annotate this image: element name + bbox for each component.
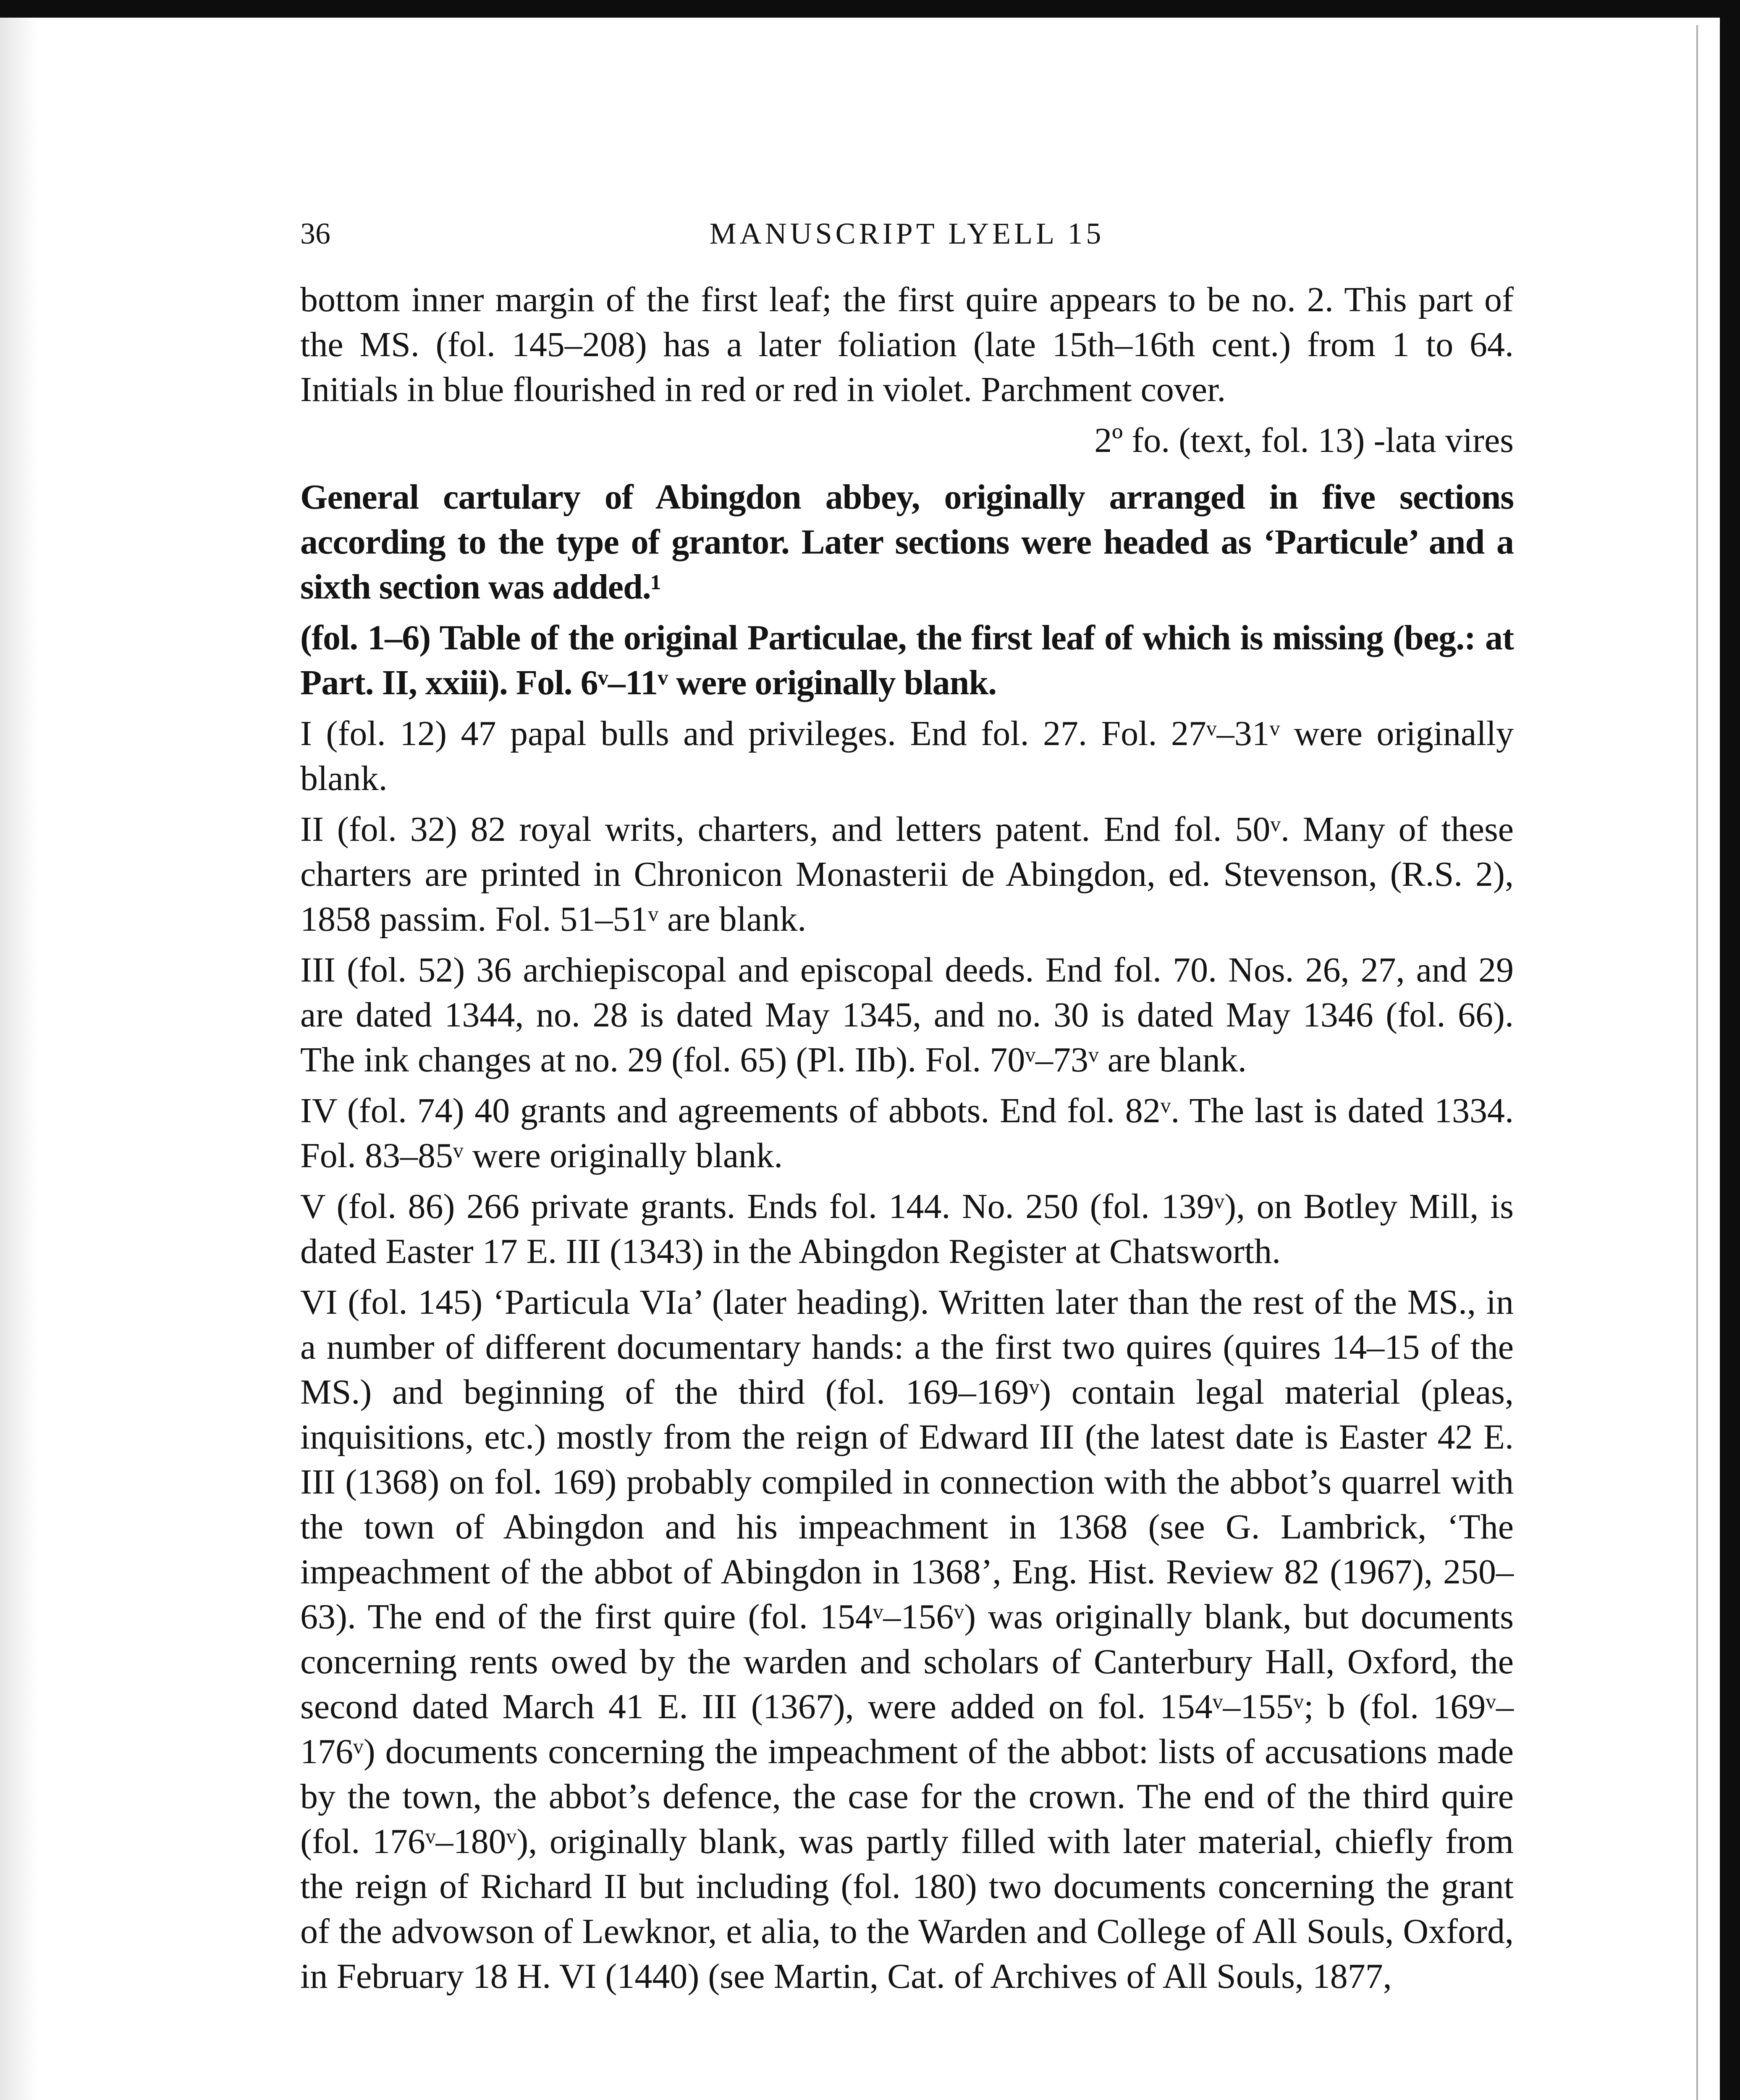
scan-right-edge xyxy=(1720,0,1740,2100)
page-number: 36 xyxy=(300,217,330,250)
section-5: V (fol. 86) 266 private grants. Ends fol. 144. No. 250 (fol. 139ᵛ), on Botley Mill, is dated Easter 17 E. III (1343) in the Abingdon Register at Chatsworth. xyxy=(300,1187,1514,1271)
section-1: I (fol. 12) 47 papal bulls and privileges. End fol. 27. Fol. 27ᵛ–31ᵛ were originally blank. xyxy=(300,714,1514,798)
scan-margin-rule xyxy=(1696,25,1698,2100)
section-3: III (fol. 52) 36 archiepiscopal and episcopal deeds. End fol. 70. Nos. 26, 27, and 29 are dated 1344, no. 28 is dated May 1345, and no. 30 is dated May 1346 (fol. 66). The ink changes at no. 29 (fol. 65) (Pl. IIb). Fol. 70ᵛ–73ᵛ are blank. xyxy=(300,950,1514,1079)
running-title: MANUSCRIPT LYELL 15 xyxy=(709,217,1105,250)
table-entry: (fol. 1–6) Table of the original Particulae, the first leaf of which is missing (beg.: at Part. II, xxiii). Fol. 6ᵛ–11ᵛ were originally blank. xyxy=(300,618,1514,702)
section-4: IV (fol. 74) 40 grants and agreements of abbots. End fol. 82ᵛ. The last is dated 1334. Fol. 83–85ᵛ were originally blank. xyxy=(300,1091,1514,1175)
body-text xyxy=(300,277,1514,2005)
intro-paragraph: bottom inner margin of the first leaf; the first quire appears to be no. 2. This part of the MS. (fol. 145–208) has a later foliation (late 15th–16th cent.) from 1 to 64. Initials in blue flourished in red or red in violet. Parchment cover. xyxy=(300,280,1514,409)
running-head xyxy=(300,216,1514,258)
section-2: II (fol. 32) 82 royal writs, charters, and letters patent. End fol. 50ᵛ. Many of these charters are printed in Chronicon Monasterii de Abingdon, ed. Stevenson, (R.S. 2), 1858 passim. Fol. 51–51ᵛ are blank. xyxy=(300,810,1514,939)
scan-gutter-shadow xyxy=(0,17,38,2100)
cartulary-summary: General cartulary of Abingdon abbey, originally arranged in five sections according to the type of grantor. Later sections were headed as ‘Particule’ and a sixth section was added.¹ xyxy=(300,478,1514,606)
section-6: VI (fol. 145) ‘Particula VIa’ (later heading). Written later than the rest of the MS., in a number of different documentary hands: a the first two quires (quires 14–15 of the MS.) and beginning of the third (fol. 169–169ᵛ) contain legal material (pleas, inquisitions, etc.) mostly from the reign of Edward III (the latest date is Easter 42 E. III (1368) on fol. 169) probably compiled in connection with the abbot’s quarrel with the town of Abingdon and his impeachment in 1368 (see G. Lambrick, ‘The impeachment of the abbot of Abingdon in 1368’, Eng. Hist. Review 82 (1967), 250–63). The end of the first quire (fol. 154ᵛ–156ᵛ) was originally blank, but documents concerning rents owed by the warden and scholars of Canterbury Hall, Oxford, the second dated March 41 E. III (1367), were added on fol. 154ᵛ–155ᵛ; b (fol. 169ᵛ–176ᵛ) documents concerning the impeachment of the abbot: lists of accusations made by the town, the abbot’s defence, the case for the crown. The end of the third quire (fol. 176ᵛ–180ᵛ), originally blank, was partly filled with later material, chiefly from the reign of Richard II but including (fol. 180) two documents concerning the grant of the advowson of Lewknor, et alia, to the Warden and College of All Souls, Oxford, in February 18 H. VI (1440) (see Martin, Cat. of Archives of All Souls, 1877, xyxy=(300,1283,1514,1996)
scan-top-edge xyxy=(0,0,1740,18)
secundo-folio: 2º fo. (text, fol. 13) -lata vires xyxy=(1094,421,1514,460)
